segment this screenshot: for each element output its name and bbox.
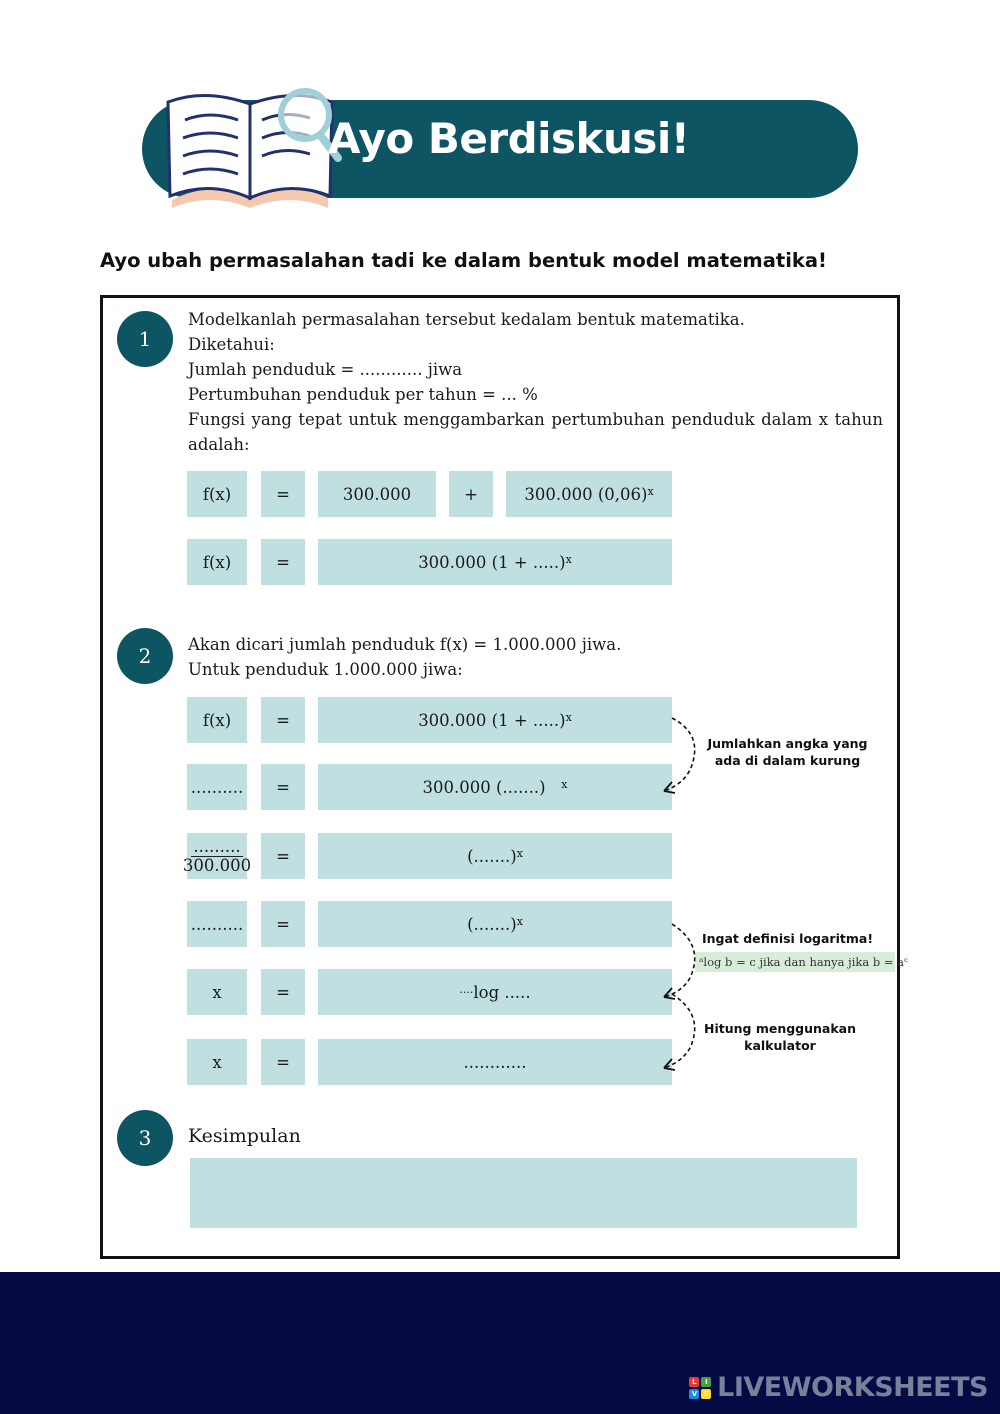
curved-arrow-icon bbox=[664, 924, 695, 997]
liveworksheets-logo[interactable] bbox=[689, 1372, 988, 1403]
logo-grid-icon bbox=[689, 1377, 711, 1399]
s2-row5-log: log ..... bbox=[473, 982, 531, 1002]
section-1-line: Jumlah penduduk = ............ jiwa bbox=[188, 360, 463, 379]
s1-row1-plus: + bbox=[449, 471, 493, 517]
section-2-line: Untuk penduduk 1.000.000 jiwa: bbox=[188, 660, 463, 679]
fraction-denominator: 300.000 bbox=[182, 855, 252, 875]
section-1-line: Modelkanlah permasalahan tersebut kedalam bentuk matematika. bbox=[188, 310, 745, 329]
s1-row1-term-b-base: 300.000 (0,06) bbox=[524, 484, 648, 504]
s2-row6-lhs: x bbox=[187, 1039, 247, 1085]
s2-row4-lhs-input[interactable]: .......... bbox=[187, 901, 247, 947]
section-1-line: Diketahui: bbox=[188, 335, 275, 354]
curved-arrow-icon bbox=[664, 718, 695, 791]
section-2-number: 2 bbox=[117, 628, 173, 684]
s2-row6-rhs-input[interactable]: ............ bbox=[318, 1039, 672, 1085]
s1-row1-lhs: f(x) bbox=[187, 471, 247, 517]
conclusion-title: Kesimpulan bbox=[188, 1125, 301, 1147]
s2-row4-rhs-exp: x bbox=[516, 914, 523, 928]
s1-row1-term-a: 300.000 bbox=[318, 471, 436, 517]
s2-row1-rhs-base: 300.000 (1 + .....) bbox=[418, 710, 566, 730]
fraction-numerator: ......... bbox=[193, 836, 241, 856]
s1-row2-rhs-exp: x bbox=[565, 552, 572, 566]
section-1-paragraph: Fungsi yang tepat untuk menggambarkan pertumbuhan penduduk dalam x tahun adalah: bbox=[188, 410, 883, 454]
s2-row2-rhs-exp: x bbox=[561, 777, 568, 791]
logo-letter: E bbox=[701, 1389, 711, 1399]
s2-row5-lhs: x bbox=[187, 969, 247, 1015]
hint-line: ada di dalam kurung bbox=[714, 753, 861, 768]
s2-row3-equals: = bbox=[261, 833, 305, 879]
s2-row5-equals: = bbox=[261, 969, 305, 1015]
s2-row4-rhs-base: (.......) bbox=[467, 914, 517, 934]
brand-name: LIVEWORKSHEETS bbox=[717, 1372, 988, 1403]
hint-line: kalkulator bbox=[744, 1038, 816, 1053]
section-1-line: Pertumbuhan penduduk per tahun = ... % bbox=[188, 385, 538, 404]
s2-row1-lhs: f(x) bbox=[187, 697, 247, 743]
s1-row1-equals: = bbox=[261, 471, 305, 517]
s2-row1-equals: = bbox=[261, 697, 305, 743]
section-3-number: 3 bbox=[117, 1110, 173, 1166]
curved-arrow-icon bbox=[664, 994, 695, 1068]
s2-row5-log-base: .... bbox=[459, 982, 474, 996]
section-1-number: 1 bbox=[117, 311, 173, 367]
hint-line: Jumlahkan angka yang bbox=[707, 736, 868, 751]
s1-row2-equals: = bbox=[261, 539, 305, 585]
s2-row1-rhs-exp: x bbox=[565, 710, 572, 724]
s2-row3-rhs-exp: x bbox=[516, 846, 523, 860]
hint-line: Hitung menggunakan bbox=[704, 1021, 856, 1036]
s1-row2-rhs-base: 300.000 (1 + .....) bbox=[418, 552, 566, 572]
s2-row2-rhs-base: 300.000 (.......) bbox=[422, 777, 546, 797]
s2-row3-rhs-base: (.......) bbox=[467, 846, 517, 866]
s2-row2-equals: = bbox=[261, 764, 305, 810]
instruction-heading: Ayo ubah permasalahan tadi ke dalam bentuk model matematika! bbox=[100, 249, 827, 272]
logo-letter: L bbox=[689, 1377, 699, 1387]
page-title: Ayo Berdiskusi! bbox=[328, 114, 690, 163]
s1-row2-lhs: f(x) bbox=[187, 539, 247, 585]
conclusion-input[interactable] bbox=[190, 1158, 857, 1228]
s2-row6-equals: = bbox=[261, 1039, 305, 1085]
s1-row1-term-b-exp: x bbox=[647, 484, 654, 498]
section-2-line: Akan dicari jumlah penduduk f(x) = 1.000.000 jiwa. bbox=[188, 635, 622, 654]
logo-letter: V bbox=[689, 1389, 699, 1399]
s2-row2-lhs-input[interactable]: .......... bbox=[187, 764, 247, 810]
logo-letter: I bbox=[701, 1377, 711, 1387]
hint-log-definition: Ingat definisi logaritma! bbox=[701, 931, 874, 946]
log-definition-formula: ᵃlog b = c jika dan hanya jika b = aᶜ bbox=[695, 952, 895, 972]
s2-row4-equals: = bbox=[261, 901, 305, 947]
